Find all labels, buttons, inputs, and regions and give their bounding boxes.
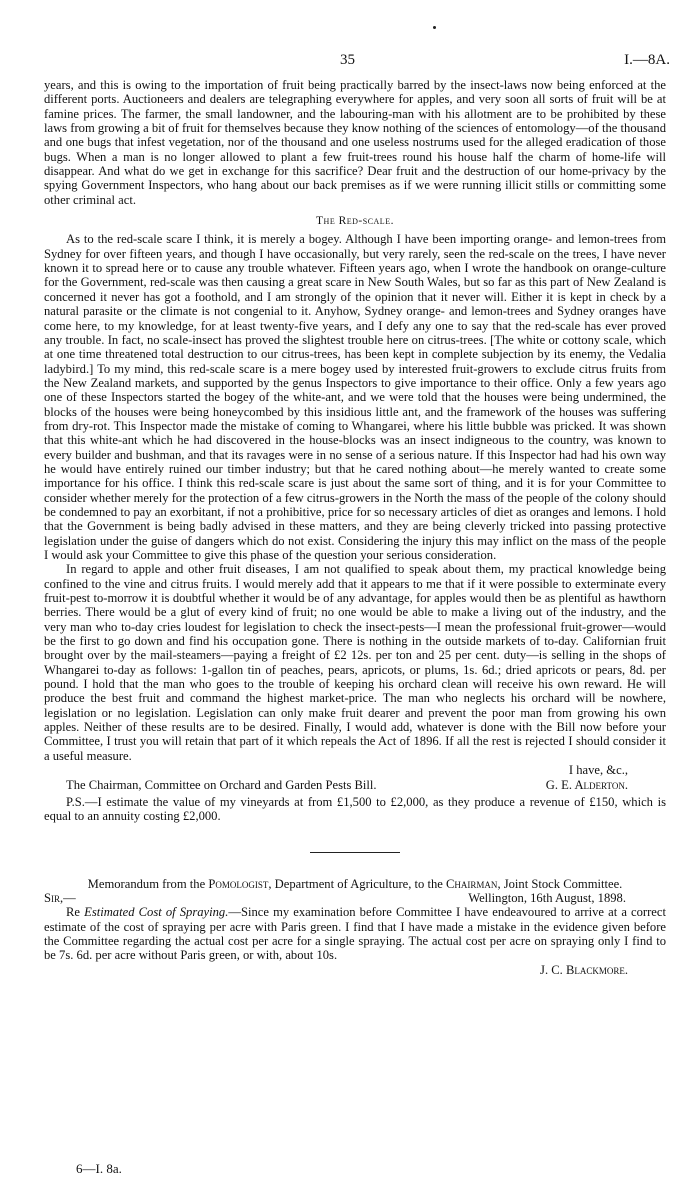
memo-salutation-row — [44, 891, 666, 905]
paragraph-continuation: years, and this is owing to the importation of fruit being practically barred by the insect-laws now being enforced at the different ports. Auctioneers and dealers are telegraphing everywhere for apples, and very soon all sorts of fruit will be at famine prices. The farmer, the small landowner, and the labouring-man with his allotment are to be prohibited by these laws from growing a bit of fruit for themselves because they know nothing of the sciences of entomology—of the thousand and one bugs that infest vegetation, nor of the thousand and one useless nostrums used for the alleged eradication of those bugs. When a man is no longer allowed to plant a few fruit-trees round his house half the charm of home-life will disappear. And what do we get in exchange for this sacrifice? Dear fruit and the destruction of our home-privacy by the spying Government Inspectors, who hang about our back premises as if we were running illicit stills or committing some other criminal act. — [44, 78, 666, 207]
memo-re-subject: Estimated Cost of Spraying. — [84, 905, 229, 920]
signature-blackmore: J. C. Blackmore. — [540, 962, 628, 977]
paragraph-red-scale: As to the red-scale scare I think, it is merely a bogey. Although I have been importing orange- and lemon-trees from Sydney for over fifteen years, and though I have occasionally, but very rarely, seen the red-scale on the trees, I have never known it to spread here or to cause any trouble whatever. Fifteen years ago, when I wrote the handbook on orange-culture for the Government, red-scale was then causing a great scare in New South Wales, but so far as this part of New Zealand is concerned it never has got a foothold, and I am strongly of the opinion that it never will. Either it is kept in check by a natural parasite or the climate is not congenial to it. Anyhow, Sydney orange- and lemon-trees and Sydney oranges have come here, to my knowledge, for at least twenty-five years, and I defy any one to say that the red-scale has ever proved any trouble. In fact, no scale-insect has proved the slightest trouble here on citrus-trees. [The white or cottony scale, which at one time threatened total destruction to our citrus-trees, has been kept in complete subjection by its enemy, the Vedalia ladybird.] To my mind, this red-scale scare is a mere bogey used by interested fruit-growers to exclude citrus fruits from the New Zealand markets, and supported by the genus Inspectors to give importance to their office. Only a few years ago one of these Inspectors started the bogey of the white-ant, and we were told that the houses were being undermined, the blocks of the houses were being honeycombed by this insidious little ant, and the framework of the houses was suffering from dry-rot. This Inspector made the mistake of coming to Whangarei, where his little bubble was pricked. It was shown that this white-ant which he had discovered in the house-blocks was an insect indigneous to the country, was known to every builder and bushman, and that its ravages were in no sense of a serious nature. If this Inspector had had his own way he would have entirely ruined our timber industry; but that he cared nothing about—he merely wanted to create some importance for his office. I think this red-scale scare is just about the same sort of thing, and it is for your Committee to consider whether merely for the protection of a few citrus-growers in the North the mass of the people of the colony should be condemned to pay an exorbitant, if not a prohibitive, price for so necessary articles of diet as oranges and lemons. I hold that the Government is being badly advised in these matters, and they are being cleverly tricked into passing protective legislation under the guise of dangers which do not exist. Considering the injury this may inflict on the mass of the people I would ask your Committee to give this phase of the question your serious consideration. — [44, 232, 666, 562]
memo-title — [44, 877, 666, 891]
printer-mark — [433, 26, 436, 29]
paragraph-fruit-diseases: In regard to apple and other fruit diseases, I am not qualified to speak about them, my practical knowledge being confined to the vine and citrus fruits. I would merely add that it appears to me that if it were possible to exterminate every fruit-pest to-morrow it is doubtful whether it would be of any advantage, for apples would then be as plentiful as hawthorn berries. There would be a glut of every kind of fruit; no one would be able to make a living out of the industry, and the very man who to-day cries loudest for legislation to check the insect-pests—I mean the professional fruit-grower—would be the first to go down and find his occupation gone. There is nothing in the outside markets of to-day. Californian fruit brought over by the mail-steamers—paying a freight of £2 12s. per ton and 25 per cent. duty—is selling in the shops of Whangarei to-day as follows: 1-gallon tin of peaches, pears, apricots, or plums, 1s. 6d.; dried apricots or pears, 8d. per pound. I hold that the man who goes to the trouble of keeping his orchard clean will receive his own reward. He will produce the best fruit and command the highest market-price. The man who neglects his orchard will be nowhere, legislation or no legislation. Legislation can only make fruit dearer and prevent the poor man from growing his own apples. Neither of these results are to be desired. Finally, I would add, whatever is done with the Bill now before your Committee, I trust you will retain that part of it which repeals the Act of 1896. If all the rest is rejected I should consider it a useful measure. — [44, 562, 666, 763]
section-heading-red-scale: The Red-scale. — [316, 215, 394, 228]
memo-body-text: —Since my examination before Committee I have endeavoured to arrive at a correct estimate of the cost of spraying per acre with Paris green. I find that I have made a mistake in the evidence given before the Committee regarding the actual cost per acre for a single spraying. The actual cost per acre on spraying only I find to be 7s. 6d. per acre without Paris green, or with, about 10s. — [44, 905, 666, 963]
addressee: The Chairman, Committee on Orchard and Garden Pests Bill. — [66, 777, 377, 792]
memo-body — [44, 905, 666, 962]
closing-salutation: I have, &c., — [568, 763, 628, 778]
memo-title-mid: , Department of Agriculture, to the — [268, 876, 443, 891]
memo-title-post: , Joint Stock Committee. — [497, 876, 623, 891]
closing-block — [44, 778, 666, 792]
memo-title-chairman: Chairman — [446, 876, 498, 891]
memo-title-pomologist: Pomologist — [208, 876, 269, 891]
postscript: P.S.—I estimate the value of my vineyards at from £1,500 to £2,000, as they produce a revenue of £150, which is equal to an annuity costing £2,000. — [44, 794, 666, 824]
document-reference: I.—8A. — [624, 52, 670, 68]
page-footer-signature: 6—I. 8a. — [76, 1161, 122, 1176]
memo-title-pre: Memorandum from the — [87, 876, 206, 891]
memo-sir: Sir,— — [44, 890, 76, 905]
document-body — [44, 78, 666, 977]
page-number: 35 — [340, 52, 355, 68]
memo-date: Wellington, 16th August, 1898. — [468, 890, 626, 905]
memo-re-prefix: Re — [66, 905, 80, 920]
section-divider — [310, 852, 400, 853]
signature-alderton: G. E. Alderton. — [545, 777, 628, 792]
